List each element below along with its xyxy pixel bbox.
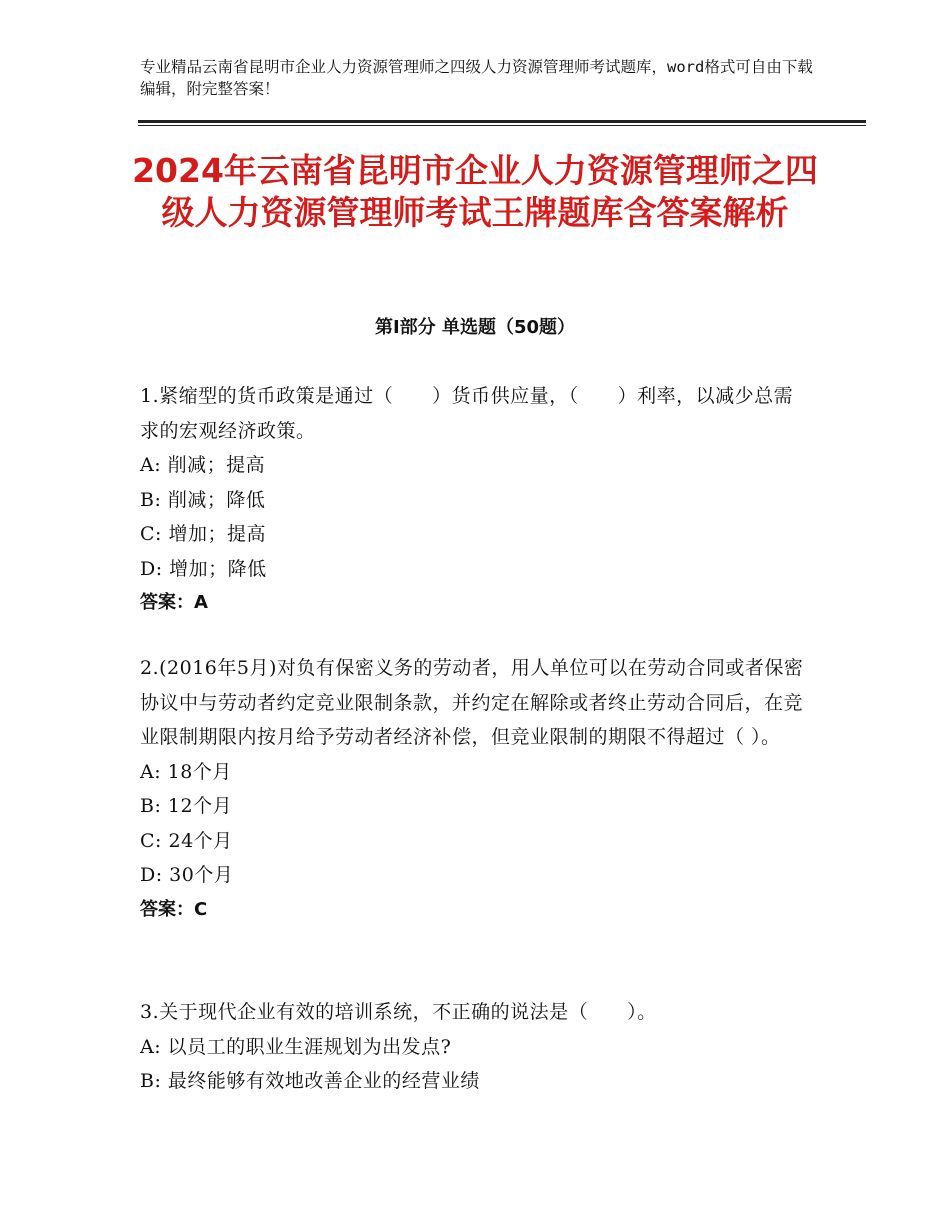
- question-3: [140, 995, 810, 1099]
- question-2: [140, 651, 810, 927]
- option-b: B: 最终能够有效地改善企业的经营业绩: [140, 1070, 480, 1092]
- option-d: D: 30个月: [140, 864, 234, 886]
- header-divider-thin: [138, 125, 866, 126]
- option-a: A: 18个月: [140, 760, 232, 783]
- option-a: A: 削减；提高: [140, 454, 266, 476]
- header-divider-thick: [138, 120, 866, 123]
- question-text: 2.(2016年5月)对负有保密义务的劳动者，用人单位可以在劳动合同或者保密协议中与劳动者约定竞业限制条款，并约定在解除或者终止劳动合同后，在竞业限制期限内按月给予劳动者经济补偿，但竞业限制的期限不得超过（ ）。: [140, 657, 804, 748]
- option-d: D: 增加；降低: [140, 557, 267, 580]
- question-1: [140, 379, 810, 621]
- option-b: B: 12个月: [140, 795, 233, 817]
- question-text: 3.关于现代企业有效的培训系统，不正确的说法是（ ）。: [140, 1001, 657, 1023]
- option-c: C: 24个月: [140, 829, 233, 852]
- section-title: 第Ⅰ部分 单选题（50题）: [374, 317, 575, 338]
- option-c: C: 增加；提高: [140, 523, 266, 545]
- header-note: 专业精品云南省昆明市企业人力资源管理师之四级人力资源管理师考试题库，word格式可自由下载编辑，附完整答案！: [140, 58, 813, 98]
- answer: 答案：A: [140, 592, 208, 613]
- option-a: A: 以员工的职业生涯规划为出发点?: [140, 1035, 452, 1058]
- option-b: B: 削减；降低: [140, 488, 266, 511]
- question-text: 1.紧缩型的货币政策是通过（ ）货币供应量，（ ）利率，以减少总需求的宏观经济政策。: [140, 385, 794, 442]
- answer: 答案：C: [140, 898, 208, 920]
- document-title: 2024年云南省昆明市企业人力资源管理师之四级人力资源管理师考试王牌题库含答案解析: [132, 151, 818, 232]
